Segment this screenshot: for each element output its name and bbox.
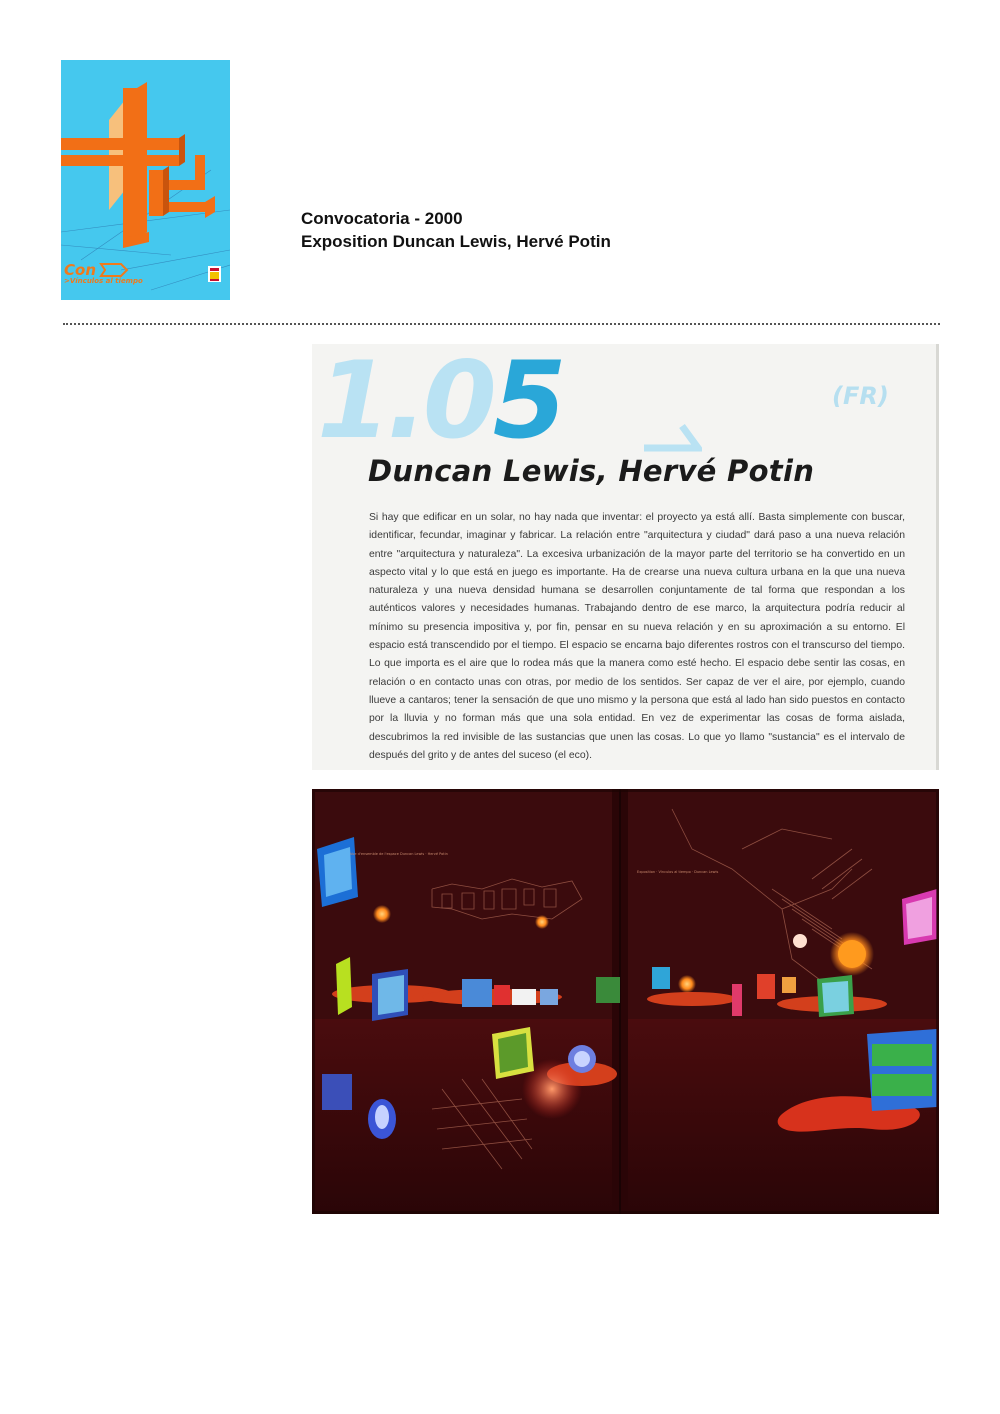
photo-caption-right: Exposition · Vínculos al tiempo · Duncan Lewis	[637, 870, 719, 874]
magazine-page	[312, 344, 939, 770]
page-edge	[936, 344, 939, 770]
emblem-icon	[208, 266, 221, 282]
section-number	[317, 344, 563, 462]
section-number-strong: 5	[492, 344, 563, 462]
page-heading	[301, 207, 611, 253]
cover-tagline: >Vínculos al tiempo	[64, 277, 143, 285]
article-title: Duncan Lewis, Hervé Potin	[368, 454, 815, 488]
arrow-icon	[642, 412, 702, 452]
heading-line-2: Exposition Duncan Lewis, Hervé Potin	[301, 232, 611, 251]
section-number-faint: 1.0	[317, 344, 493, 462]
dotted-separator	[63, 323, 940, 325]
cover-thumbnail	[61, 60, 230, 300]
photo-caption-left: Vue d'ensemble de l'espace Duncan Lewis · Hervé Potin	[350, 852, 448, 856]
country-code: (FR)	[832, 382, 889, 410]
article-body: Si hay que edificar en un solar, no hay nada que inventar: el proyecto ya está allí. Basta simplemente con buscar, identificar, fecundar, imaginar y fabricar. La relación entre "arquitectura y ciudad" dará paso a una nueva relación entre "arquitectura y naturaleza". La excesiva urbanización de la mayor parte del territorio se ha convertido en un aspecto vital y lo que está en juego es importante. Ha de crearse una nueva cultura urbana en la que una nueva naturaleza y una nueva densidad humana se desarrollen conjuntamente de tal forma que respondan a los auténticos valores y necesidades humanas. Trabajando dentro de ese marco, la arquitectura podría reducir al mínimo su presencia impositiva y, por fin, pensar en su nueva relación y en su aproximación a su entorno. El espacio está transcendido por el tiempo. El espacio se encarna bajo diferentes rostros con el transcurso del tiempo. Lo que importa es el aire que lo rodea más que la manera como esté hecho. El espacio debe sentir las cosas, en relación o en contacto unas con otras, por medio de los sentidos. Ser capaz de ver el aire, por ejemplo, cuando llueve a cantaros; tener la sensación de que uno mismo y la persona que está al lado han sido puestos en contacto por la lluvia y no forman más que una sola entidad. En vez de experimentar las cosas de forma aislada, descubrimos la red invisible de las sustancias que unen las cosas. Lo que yo llamo "sustancia" es el intervalo de después del grito y de antes del suceso (el eco).	[369, 512, 905, 761]
exhibition-photo	[312, 789, 939, 1214]
cover-brand: Con	[64, 261, 96, 279]
arrow-icon	[101, 264, 127, 276]
heading-line-1: Convocatoria - 2000	[301, 209, 463, 228]
